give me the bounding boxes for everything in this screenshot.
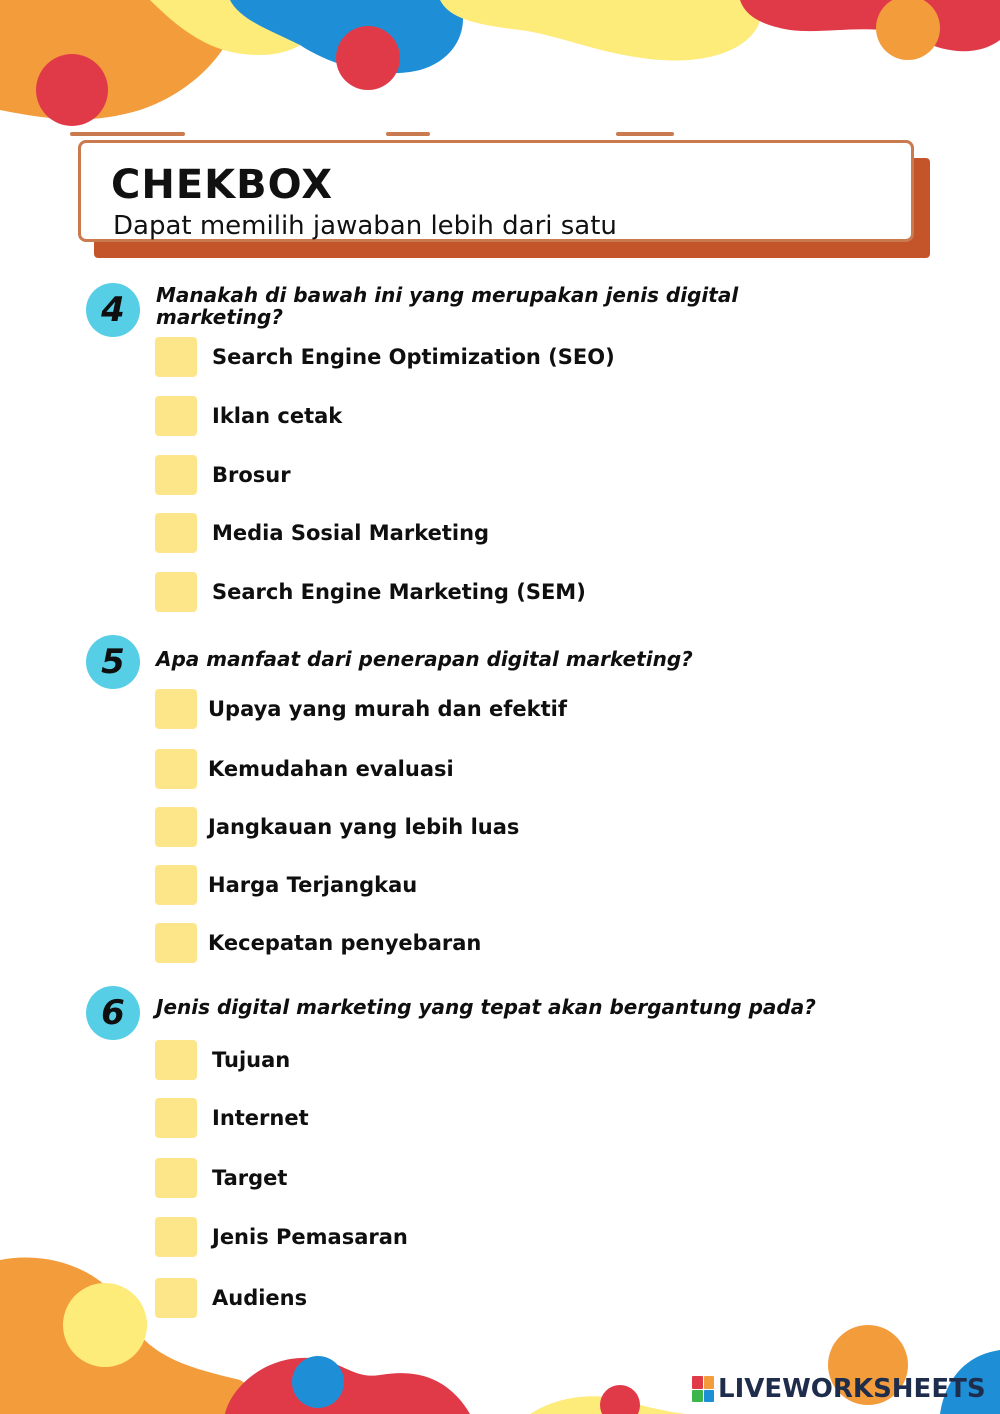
top-red-circle	[336, 26, 400, 90]
option-label: Upaya yang murah dan efektif	[208, 697, 567, 721]
option-label: Kecepatan penyebaran	[208, 931, 482, 955]
bottom-small-red-circle	[600, 1385, 640, 1414]
checkbox[interactable]	[155, 337, 197, 377]
option-label: Audiens	[212, 1286, 308, 1310]
option-row[interactable]	[155, 336, 615, 378]
checkbox[interactable]	[155, 1278, 197, 1318]
option-row[interactable]	[155, 571, 586, 613]
option-label: Jenis Pemasaran	[212, 1225, 408, 1249]
option-row[interactable]	[155, 864, 417, 906]
question-text: Jenis digital marketing yang tepat akan bergantung pada?	[156, 995, 816, 1019]
header-tab-decoration	[616, 132, 674, 136]
option-row[interactable]	[155, 1216, 408, 1258]
page-title: CHEKBOX	[111, 162, 334, 208]
option-label: Iklan cetak	[212, 404, 343, 428]
header-card	[70, 132, 930, 262]
option-row[interactable]	[155, 748, 454, 790]
checkbox[interactable]	[155, 1217, 197, 1257]
checkbox[interactable]	[155, 1158, 197, 1198]
question-text: Apa manfaat dari penerapan digital marketing?	[156, 647, 693, 671]
option-row[interactable]	[155, 512, 489, 554]
checkbox[interactable]	[155, 807, 197, 847]
question-text: Manakah di bawah ini yang merupakan jenis digital marketing?	[156, 283, 739, 329]
bottom-red-blob	[225, 1358, 470, 1414]
top-right-orange-circle	[876, 0, 940, 60]
checkbox[interactable]	[155, 865, 197, 905]
question-number-badge: 6	[86, 986, 140, 1040]
question-number-badge: 5	[86, 635, 140, 689]
option-label: Jangkauan yang lebih luas	[208, 815, 520, 839]
option-label: Internet	[212, 1106, 309, 1130]
option-label: Search Engine Marketing (SEM)	[212, 580, 586, 604]
page-subtitle: Dapat memilih jawaban lebih dari satu	[113, 211, 617, 241]
option-label: Brosur	[212, 463, 291, 487]
option-row[interactable]	[155, 806, 519, 848]
checkbox[interactable]	[155, 1040, 197, 1080]
option-row[interactable]	[155, 688, 567, 730]
option-row[interactable]	[155, 395, 342, 437]
bottom-left-yellow-circle	[63, 1283, 147, 1367]
checkbox[interactable]	[155, 923, 197, 963]
header-box	[78, 140, 914, 242]
checkbox[interactable]	[155, 572, 197, 612]
header-tab-decoration	[386, 132, 430, 136]
option-label: Search Engine Optimization (SEO)	[212, 345, 615, 369]
checkbox[interactable]	[155, 513, 197, 553]
option-row[interactable]	[155, 454, 291, 496]
top-right-yellow-blob	[440, 0, 762, 61]
checkbox[interactable]	[155, 1098, 197, 1138]
brand-text: LIVEWORKSHEETS	[718, 1374, 986, 1404]
checkbox[interactable]	[155, 689, 197, 729]
option-row[interactable]	[155, 1277, 307, 1319]
bottom-blue-circle	[292, 1356, 344, 1408]
checkbox[interactable]	[155, 749, 197, 789]
option-label: Tujuan	[212, 1048, 291, 1072]
option-label: Target	[212, 1166, 288, 1190]
option-label: Media Sosial Marketing	[212, 521, 490, 545]
checkbox[interactable]	[155, 396, 197, 436]
header-tab-decoration	[70, 132, 185, 136]
option-row[interactable]	[155, 1039, 290, 1081]
liveworksheets-logo	[692, 1374, 986, 1404]
option-row[interactable]	[155, 922, 481, 964]
checkbox[interactable]	[155, 455, 197, 495]
liveworksheets-mark-icon	[692, 1376, 714, 1402]
option-label: Kemudahan evaluasi	[208, 757, 454, 781]
question-number-badge: 4	[86, 283, 140, 337]
option-row[interactable]	[155, 1097, 309, 1139]
top-right-red-blob	[740, 0, 1000, 51]
option-label: Harga Terjangkau	[208, 873, 418, 897]
top-left-red-circle	[36, 54, 108, 126]
option-row[interactable]	[155, 1157, 287, 1199]
